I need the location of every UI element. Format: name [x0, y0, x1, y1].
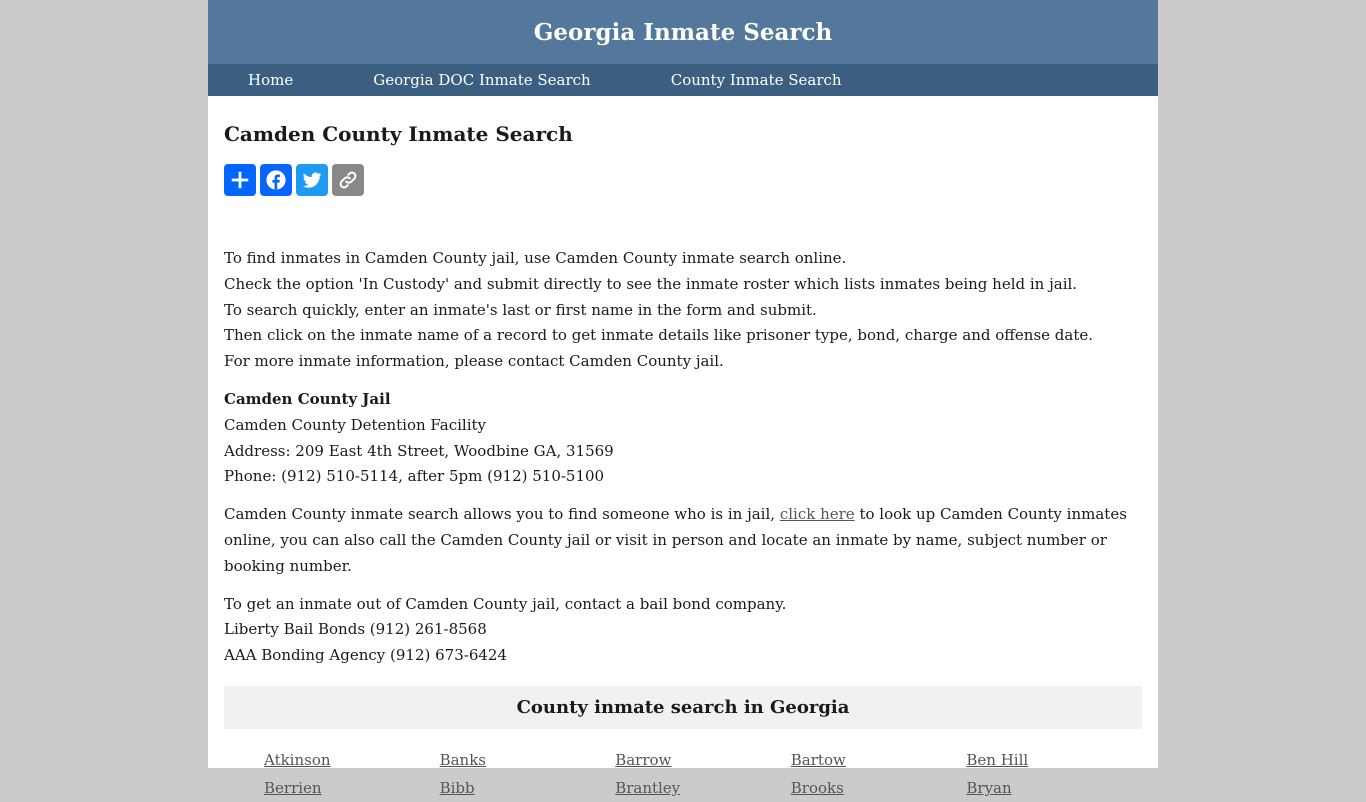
share-buttons: [224, 164, 1142, 196]
jail-address: Address: 209 East 4th Street, Woodbine GA, 31569: [224, 441, 614, 460]
site-title-link[interactable]: Georgia Inmate Search: [533, 18, 833, 46]
twitter-share-button[interactable]: [296, 164, 328, 196]
click-here-link[interactable]: click here: [779, 505, 855, 524]
nav-georgia-doc-inmate-search[interactable]: Georgia DOC Inmate Search: [373, 71, 591, 89]
intro-line: To find inmates in Camden County jail, use Camden County inmate search online.: [224, 249, 847, 267]
search-text-before: Camden County inmate search allows you to find someone who is in jail,: [224, 505, 780, 524]
main-nav: [208, 64, 1158, 96]
county-search-heading: County inmate search in Georgia: [516, 696, 850, 718]
intro-line: Check the option 'In Custody' and submit directly to see the inmate roster which lists inmates being held in jail.: [224, 274, 1078, 293]
site-header: [208, 0, 1158, 64]
page-title: Camden County Inmate Search: [224, 122, 573, 146]
nav-home[interactable]: Home: [248, 71, 294, 89]
bail-bond-company: AAA Bonding Agency (912) 673-6424: [224, 646, 508, 665]
bail-intro: To get an inmate out of Camden County jail, contact a bail bond company.: [224, 594, 787, 613]
bail-bond-company: Liberty Bail Bonds (912) 261-8568: [224, 620, 487, 639]
share-icon: [229, 169, 251, 191]
county-link-atkinson[interactable]: Atkinson: [264, 750, 331, 769]
county-link-bryan[interactable]: Bryan: [966, 778, 1012, 797]
county-link-brantley[interactable]: Brantley: [615, 778, 681, 797]
twitter-icon: [301, 169, 323, 191]
intro-paragraph: [224, 246, 1142, 375]
bail-info: [224, 592, 1142, 669]
jail-facility: Camden County Detention Facility: [224, 415, 487, 434]
copy-link-icon: [337, 169, 359, 191]
facebook-icon: [265, 169, 287, 191]
copy-link-button[interactable]: [332, 164, 364, 196]
county-link-bartow[interactable]: Bartow: [790, 750, 846, 769]
intro-line: For more inmate information, please contact Camden County jail.: [224, 352, 724, 371]
intro-line: Then click on the inmate name of a record to get inmate details like prisoner type, bond, charge and offense date.: [224, 326, 1094, 345]
nav-county-inmate-search[interactable]: County Inmate Search: [670, 71, 842, 89]
county-link-brooks[interactable]: Brooks: [790, 778, 844, 797]
county-link-banks[interactable]: Banks: [439, 750, 487, 769]
county-search-header: [224, 686, 1142, 729]
county-list: [224, 746, 1142, 802]
county-link-berrien[interactable]: Berrien: [264, 778, 322, 797]
search-text-after: to look up Camden County inmates online, you can also call the Camden County jail or visit in person and locate an inmate by name, subject number or booking number.: [224, 505, 1127, 575]
main-content: [208, 122, 1158, 802]
jail-phone: Phone: (912) 510-5114, after 5pm (912) 510-5100: [224, 467, 605, 486]
search-paragraph: [224, 502, 1142, 579]
county-link-barrow[interactable]: Barrow: [615, 750, 672, 769]
county-link-bibb[interactable]: Bibb: [439, 778, 475, 797]
jail-info: [224, 387, 1142, 490]
page-container: [208, 0, 1158, 797]
facebook-share-button[interactable]: [260, 164, 292, 196]
county-link-ben-hill[interactable]: Ben Hill: [966, 750, 1029, 769]
share-button[interactable]: [224, 164, 256, 196]
jail-name: Camden County Jail: [224, 389, 391, 408]
intro-line: To search quickly, enter an inmate's last or first name in the form and submit.: [224, 300, 817, 319]
